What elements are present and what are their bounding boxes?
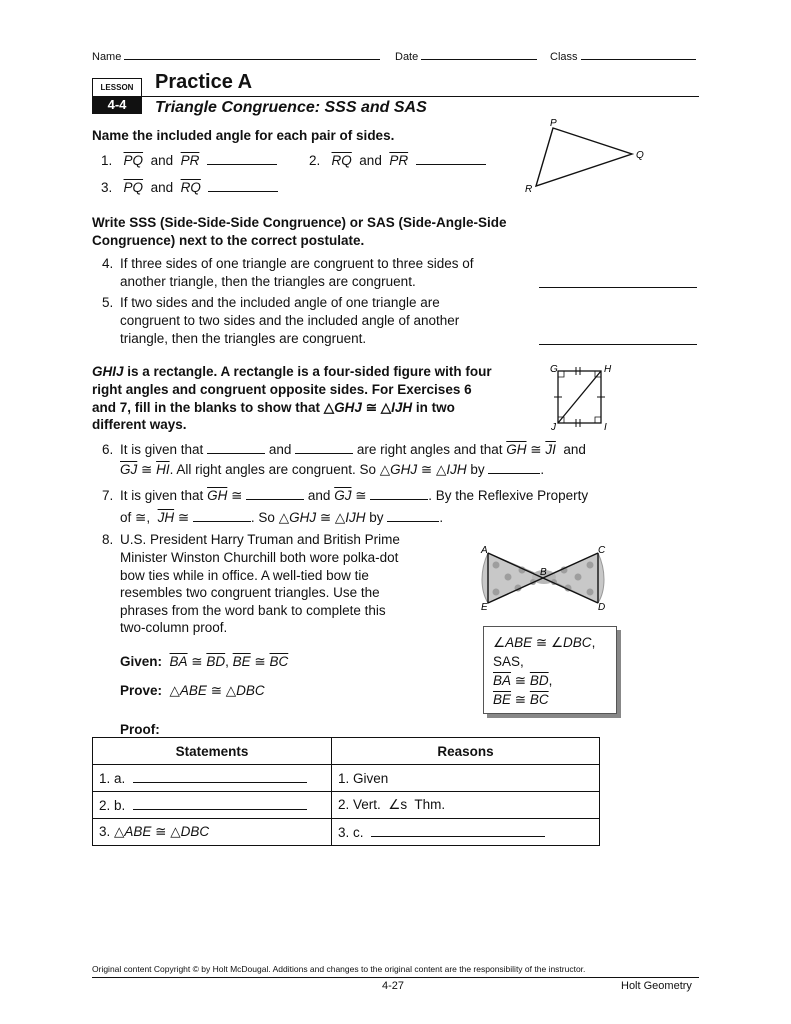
section3-intro-2: right angles and congruent opposite sides. For Exercises 6 [92,382,472,397]
item-7-line-2: of ≅, $\overline{JH}$ ≅ . So △GHJ ≅ △IJH by . [120,510,444,525]
name-field[interactable] [92,51,380,63]
name-blank[interactable] [124,59,380,60]
segment: $\overline{PR}$ [180,153,200,168]
table-row: 2. b. 2. Vert. ∠s Thm. [93,792,600,819]
label-j: J [551,422,556,432]
answer-blank-5[interactable] [539,344,697,345]
triangle-pqr-figure [520,115,650,195]
item-4-num: 4. [102,256,114,271]
answer-blank-7d[interactable] [387,521,439,522]
segment: $\overline{PR}$ [389,153,409,168]
section3-intro-3: and 7, fill in the blanks to show that △GHJ ≅ △IJH in two [92,400,455,415]
label-d: D [598,602,606,613]
item-5-num: 5. [102,295,114,310]
item-3: 3. $\overline{PQ}$ and $\overline{RQ}$ [101,179,278,197]
item-6-num: 6. [102,442,114,457]
table-header-row [93,738,600,765]
item-8-line-1: U.S. President Harry Truman and British Prime [120,532,400,547]
segment: $\overline{PQ}$ [123,153,144,168]
item-6-line-1: It is given that and are right angles and that $\overline{GH}$ ≅ $\overline{JI}$ and [120,442,586,457]
item-1: 1. $\overline{PQ}$ and $\overline{PR}$ [101,152,277,170]
given-statement: Given: $\overline{BA}$ ≅ $\overline{BD}$, $\overline{BE}$ ≅ $\overline{BC}$ [120,654,289,669]
copyright-notice: Original content Copyright © by Holt McDougal. Additions and changes to the original content are the responsibility of the instructor. [92,964,586,974]
proof-label: Proof: [120,722,160,737]
item-8-line-6: two-column proof. [120,620,228,635]
answer-blank-1a[interactable] [133,782,307,783]
label-g: G [550,364,558,375]
answer-blank-2b[interactable] [133,809,307,810]
answer-blank-3c[interactable] [371,836,545,837]
class-blank[interactable] [581,59,696,60]
answer-blank-6b[interactable] [295,453,353,454]
answer-blank-4[interactable] [539,287,697,288]
word-bank-item-1: ∠ABE ≅ ∠DBC, [493,635,596,650]
answer-blank-7a[interactable] [246,499,304,500]
label-p: P [550,118,557,129]
item-8-line-3: bow ties while in office. A well-tied bow tie [120,568,369,583]
item-5-line-2: congruent to two sides and the included angle of another [120,313,460,328]
item-4-line-1: If three sides of one triangle are congruent to three sides of [120,256,474,271]
item-7-line-1: It is given that $\overline{GH}$ ≅ and $\overline{GJ}$ ≅ . By the Reflexive Property [120,488,589,503]
page-number: 4-27 [382,980,405,992]
answer-blank-7b[interactable] [370,499,428,500]
label-i: I [604,422,607,432]
answer-blank-1[interactable] [207,164,277,165]
answer-blank-6c[interactable] [488,473,540,474]
date-blank[interactable] [421,59,537,60]
proof-table [92,737,600,846]
section1-instruction: Name the included angle for each pair of sides. [92,128,395,143]
item-8-line-5: phrases from the word bank to complete this [120,603,386,618]
table-row: 1. a. 1. Given [93,765,600,792]
bowtie-figure [478,540,610,615]
label-b: B [540,567,547,578]
item-8-line-2: Minister Winston Churchill both wore polka-dot [120,550,399,565]
label-r: R [525,184,533,195]
col-reasons: Reasons [332,738,600,765]
item-5-line-3: triangle, then the triangles are congruent. [120,331,367,346]
item-6-line-2: $\overline{GJ}$ ≅ $\overline{HI}$. All right angles are congruent. So △GHJ ≅ △IJH by . [120,462,545,477]
answer-blank-2[interactable] [416,164,486,165]
answer-blank-7c[interactable] [193,521,251,522]
item-4-line-2: another triangle, then the triangles are congruent. [120,274,416,289]
item-2: 2. $\overline{RQ}$ and $\overline{PR}$ [309,152,486,170]
item-8-line-4: resembles two congruent triangles. Use the [120,585,380,600]
label-c: C [598,545,606,556]
lesson-number: 4-4 [92,96,142,114]
section3-intro-4: different ways. [92,417,187,432]
label-a: A [481,545,488,556]
date-label: Date [395,51,419,63]
word-bank-item-3: $\overline{BA}$ ≅ $\overline{BD}$, [493,673,553,688]
section3-intro-1: GHIJ is a rectangle. A rectangle is a four-sided figure with four [92,364,492,379]
segment: $\overline{PQ}$ [123,180,144,195]
word-bank-item-2: SAS, [493,654,524,669]
section2-instruction-2: Congruence) next to the correct postulate. [92,233,365,248]
lesson-label: LESSON [92,78,142,98]
prove-statement: Prove: △ABE ≅ △DBC [120,683,265,698]
label-q: Q [636,150,644,161]
class-field[interactable] [550,51,696,63]
title-rule [142,96,699,97]
item-8-num: 8. [102,532,114,547]
word-bank [483,626,617,714]
book-title: Holt Geometry [621,980,692,992]
section2-instruction-1: Write SSS (Side-Side-Side Congruence) or SAS (Side-Angle-Side [92,215,507,230]
answer-blank-6a[interactable] [207,453,265,454]
table-row: 3. △ABE ≅ △DBC 3. c. [93,819,600,846]
item-7-num: 7. [102,488,114,503]
label-h: H [604,364,612,375]
word-bank-item-4: $\overline{BE}$ ≅ $\overline{BC}$ [493,692,549,707]
date-field[interactable] [395,51,537,63]
segment: $\overline{RQ}$ [331,153,352,168]
class-label: Class [550,51,578,63]
page-title: Practice A [155,71,253,93]
answer-blank-3[interactable] [208,191,278,192]
page-subtitle: Triangle Congruence: SSS and SAS [155,99,427,116]
rectangle-ghij-figure [548,362,618,432]
footer-rule [92,977,699,978]
segment: $\overline{RQ}$ [180,180,201,195]
name-label: Name [92,51,122,63]
col-statements: Statements [93,738,332,765]
label-e: E [481,602,488,613]
item-5-line-1: If two sides and the included angle of one triangle are [120,295,440,310]
vertical-angles-icon: ∠s [388,797,408,812]
